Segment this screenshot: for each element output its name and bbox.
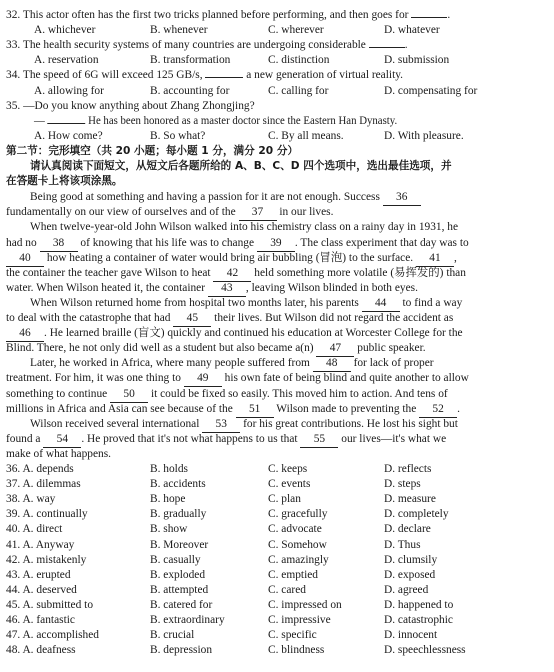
passage-line: [30, 356, 548, 372]
question-text: 34. The speed of 6G will exceed 125 GB/s,: [6, 69, 203, 82]
passage-text: . The class experiment that day was to: [294, 236, 469, 249]
passage-text: found a: [6, 432, 44, 445]
choice-option[interactable]: D. declare: [384, 523, 431, 536]
choice-option[interactable]: 45. A. submitted to: [6, 598, 94, 611]
cloze-blank-54[interactable]: 54: [43, 432, 81, 448]
reply-text: He has been honored as a master doctor since the Eastern Han Dynasty.: [88, 114, 398, 127]
question-line: [6, 99, 548, 114]
passage-line: [6, 251, 548, 267]
choice-option[interactable]: D. exposed: [384, 568, 436, 581]
choice-option[interactable]: C. blindness: [268, 644, 325, 657]
choice-option[interactable]: B. depression: [150, 644, 213, 657]
cloze-blank-39[interactable]: 39: [257, 236, 295, 252]
passage-text: make of what happens.: [6, 447, 112, 460]
choice-option[interactable]: B. catered for: [150, 598, 213, 611]
passage-line: [30, 417, 548, 433]
passage-text: our lives—it's what we: [338, 432, 447, 445]
option[interactable]: A. How come?: [34, 129, 103, 142]
cloze-blank-43[interactable]: 43: [208, 281, 246, 297]
option[interactable]: C. distinction: [268, 54, 330, 67]
choice-option[interactable]: 48. A. deafness: [6, 644, 76, 657]
cloze-blank-38[interactable]: 38: [40, 236, 78, 252]
passage-text: , leaving Wilson blinded in both eyes.: [245, 281, 418, 294]
choice-option[interactable]: B. gradually: [150, 508, 207, 521]
passage-text: to deal with the catastrophe that had: [6, 312, 174, 324]
passage-line: [6, 311, 548, 327]
passage-line: [30, 220, 548, 235]
choice-option[interactable]: D. catastrophic: [384, 614, 453, 626]
passage-line: [6, 387, 548, 403]
choice-option[interactable]: C. impressed on: [268, 598, 342, 611]
cloze-blank-55[interactable]: 55: [300, 432, 338, 448]
choice-option[interactable]: 47. A. accomplished: [6, 629, 100, 642]
cloze-blank-41[interactable]: 41: [416, 251, 454, 267]
passage-line: [6, 326, 548, 342]
question-tail: .: [404, 39, 408, 52]
question-line: [6, 68, 548, 83]
choice-option[interactable]: D. Thus: [384, 538, 421, 551]
choice-option[interactable]: C. plan: [268, 493, 301, 506]
choice-option[interactable]: C. emptied: [268, 568, 318, 581]
instruction-line: 在答题卡上将该项涂黑。: [6, 175, 123, 188]
passage-text: held something more volatile (易挥发的) than: [251, 266, 466, 279]
choice-option[interactable]: C. cared: [268, 583, 306, 596]
choice-option[interactable]: D. reflects: [384, 463, 432, 475]
option[interactable]: D. submission: [384, 54, 450, 67]
choice-option[interactable]: 40. A. direct: [6, 523, 63, 536]
question-text: 33. The health security systems of many countries are undergoing considerable: [6, 39, 366, 52]
option[interactable]: B. transformation: [150, 54, 231, 67]
passage-text: Wilson made to preventing the: [273, 402, 420, 415]
passage-text: millions in Africa and Asia can see because of the: [6, 402, 236, 415]
question-tail: .: [447, 9, 451, 21]
choice-option[interactable]: 46. A. fantastic: [6, 614, 75, 626]
choice-option[interactable]: 38. A. way: [6, 493, 56, 506]
passage-text: Later, he worked in Africa, where many people suffered from: [30, 357, 313, 370]
option[interactable]: C. wherever: [268, 24, 324, 37]
passage-line: [6, 432, 548, 448]
question-text: 32. This actor often has the first two tricks planned before performing, and then goes for: [6, 9, 409, 21]
cloze-blank-45[interactable]: 45: [173, 311, 211, 327]
choice-option[interactable]: 36. A. depends: [6, 463, 74, 475]
question-blank[interactable]: [369, 47, 405, 48]
passage-text: it could be fixed so easily. This moved him to action. And tens of: [148, 387, 448, 400]
section-title: 第二节：完形填空（共 20 小题；每小题 1 分，满分 20 分）: [6, 144, 299, 157]
choice-option[interactable]: B. crucial: [150, 629, 195, 642]
cloze-blank-40[interactable]: 40: [6, 251, 44, 267]
passage-text: how heating a container of water would bring air bubbling (冒泡) to the surface.: [44, 251, 416, 264]
choice-option[interactable]: B. accidents: [150, 478, 206, 491]
choice-option[interactable]: B. casually: [150, 553, 201, 566]
choice-option[interactable]: B. holds: [150, 463, 188, 475]
passage-text: for lack of proper: [350, 357, 434, 370]
cloze-blank-52[interactable]: 52: [419, 402, 457, 418]
passage-text: fundamentally on our view of ourselves and of the: [6, 206, 239, 219]
choice-option[interactable]: D. agreed: [384, 583, 429, 596]
passage-line: [6, 402, 548, 418]
passage-text: to find a way: [399, 296, 463, 309]
option[interactable]: A. whichever: [34, 24, 96, 37]
passage-text: of knowing that his life was to change: [77, 236, 257, 249]
cloze-blank-42[interactable]: 42: [213, 266, 251, 282]
passage-text: .: [457, 402, 460, 415]
passage-text: his own fate of being blind and quite another to allow: [221, 372, 469, 385]
question-blank[interactable]: [205, 77, 243, 78]
passage-text: their lives. But Wilson did not regard the accident as: [211, 312, 454, 324]
question-line: [6, 38, 548, 53]
passage-line: [6, 371, 548, 387]
option[interactable]: A. allowing for: [34, 84, 104, 97]
cloze-blank-44[interactable]: 44: [362, 296, 400, 312]
passage-line: [30, 296, 548, 312]
cloze-blank-36[interactable]: 36: [383, 190, 421, 206]
passage-text: . He proved that it's not what happens to us that: [81, 432, 301, 445]
choice-option[interactable]: C. amazingly: [268, 553, 329, 566]
cloze-blank-47[interactable]: 47: [316, 341, 354, 357]
instruction-line: 请认真阅读下面短文，从短文后各题所给的 A、B、C、D 四个选项中，选出最佳选项，并: [30, 160, 452, 172]
cloze-blank-46[interactable]: 46: [6, 326, 44, 342]
choice-option[interactable]: 42. A. mistakenly: [6, 553, 87, 566]
choice-option[interactable]: D. innocent: [384, 629, 438, 642]
choice-option[interactable]: C. gracefully: [268, 508, 328, 521]
choice-option[interactable]: C. keeps: [268, 463, 308, 475]
cloze-blank-49[interactable]: 49: [184, 371, 222, 387]
choice-option[interactable]: 43. A. erupted: [6, 568, 71, 581]
cloze-blank-53[interactable]: 53: [202, 417, 240, 433]
passage-text: something to continue: [6, 387, 111, 400]
choice-option[interactable]: D. measure: [384, 493, 436, 506]
cloze-blank-51[interactable]: 51: [236, 402, 274, 418]
passage-line: [6, 447, 548, 462]
passage-text: Wilson received several international: [30, 417, 203, 430]
passage-text: Being good at something and having a passion for it are not enough. Success: [30, 191, 383, 204]
choice-option[interactable]: C. impressive: [268, 614, 331, 626]
option[interactable]: B. whenever: [150, 24, 208, 37]
passage-text: ,: [453, 251, 457, 264]
choice-option[interactable]: B. attempted: [150, 583, 209, 596]
option[interactable]: A. reservation: [34, 54, 99, 67]
option[interactable]: D. compensating for: [384, 84, 478, 97]
choice-option[interactable]: B. extraordinary: [150, 614, 225, 626]
passage-text: in our lives.: [276, 206, 334, 219]
cloze-blank-48[interactable]: 48: [313, 356, 351, 372]
option[interactable]: D. whatever: [384, 24, 440, 37]
choice-option[interactable]: D. happened to: [384, 598, 454, 611]
choice-option[interactable]: B. show: [150, 523, 188, 536]
passage-text: for his great contributions. He lost his sight but: [240, 417, 458, 430]
passage-text: . He learned braille (盲文) quickly and continued his education at Worcester College for the: [44, 327, 463, 340]
option[interactable]: C. By all means.: [268, 129, 344, 142]
passage-text: public speaker.: [354, 342, 426, 355]
passage-text: water. When Wilson heated it, the container: [6, 281, 208, 294]
passage-text: When twelve-year-old John Wilson walked into his chemistry class on a rainy day in 1931, he: [30, 221, 459, 234]
passage-line: [6, 341, 548, 357]
passage-text: the container the teacher gave Wilson to heat: [6, 266, 214, 279]
choice-option[interactable]: 41. A. Anyway: [6, 538, 75, 551]
question-line: [6, 8, 548, 23]
question-tail: a new generation of virtual reality.: [243, 69, 404, 82]
passage-text: When Wilson returned home from hospital two months later, his parents: [30, 296, 362, 309]
option[interactable]: C. calling for: [268, 84, 329, 97]
choice-option[interactable]: 37. A. dilemmas: [6, 478, 81, 491]
passage-line: [6, 205, 548, 221]
question-blank[interactable]: [411, 17, 447, 18]
passage-text: treatment. For him, it was one thing to: [6, 372, 184, 385]
passage-line: [30, 190, 548, 206]
question-text: 35. —Do you know anything about Zhang Zhongjing?: [6, 99, 255, 112]
option[interactable]: D. With pleasure.: [384, 129, 464, 142]
cloze-blank-37[interactable]: 37: [239, 205, 277, 221]
dialogue-reply: — He has been honored as a master doctor since the Eastern Han Dynasty.: [34, 114, 398, 127]
choice-option[interactable]: D. steps: [384, 478, 421, 491]
reply-blank[interactable]: [48, 123, 86, 124]
choice-option[interactable]: C. specific: [268, 629, 317, 642]
passage-text: Blind. There, he not only did well as a student but also became a(n): [6, 342, 317, 355]
choice-option[interactable]: 44. A. deserved: [6, 583, 77, 596]
cloze-blank-50[interactable]: 50: [110, 387, 148, 403]
option[interactable]: B. So what?: [150, 129, 206, 142]
choice-option[interactable]: C. Somehow: [268, 538, 327, 551]
choice-option[interactable]: B. Moreover: [150, 538, 209, 551]
passage-line: [6, 281, 548, 297]
choice-option[interactable]: D. clumsily: [384, 553, 438, 566]
passage-line: [6, 236, 548, 252]
choice-option[interactable]: 39. A. continually: [6, 508, 88, 521]
option[interactable]: B. accounting for: [150, 84, 230, 97]
choice-option[interactable]: D. completely: [384, 508, 449, 521]
choice-option[interactable]: B. hope: [150, 493, 186, 506]
passage-line: [6, 266, 548, 282]
choice-option[interactable]: D. speechlessness: [384, 644, 466, 657]
choice-option[interactable]: B. exploded: [150, 568, 206, 581]
passage-text: had no: [6, 236, 40, 249]
choice-option[interactable]: C. events: [268, 478, 311, 491]
choice-option[interactable]: C. advocate: [268, 523, 322, 536]
